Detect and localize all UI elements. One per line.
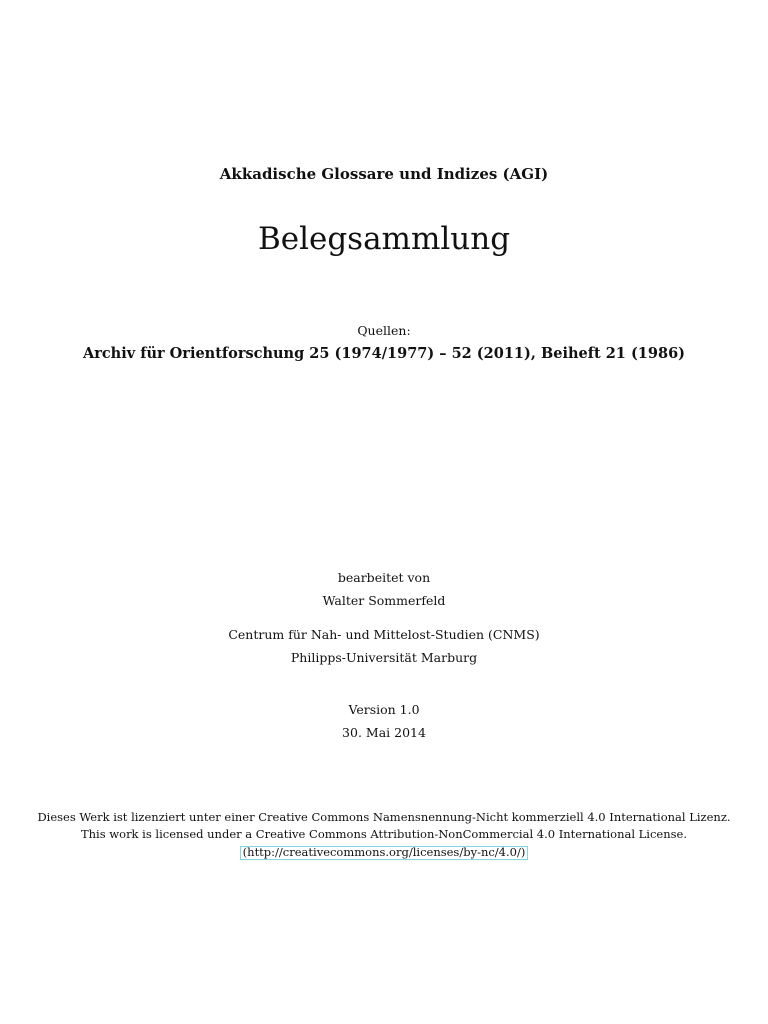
university-name: Philipps-Universität Marburg — [290, 650, 478, 665]
version-label: Version 1.0 — [348, 702, 420, 717]
license-text-german: Dieses Werk ist lizenziert unter einer Creative Commons Namensnennung-Nicht kommerziell 4.0 International Lizenz. — [37, 810, 731, 824]
edited-by-label: bearbeitet von — [337, 570, 431, 585]
series-title: Akkadische Glossare und Indizes (AGI) — [219, 165, 549, 183]
publication-date: 30. Mai 2014 — [342, 725, 426, 740]
license-text-english: This work is licensed under a Creative Commons Attribution-NonCommercial 4.0 International License. — [80, 827, 688, 841]
editor-name: Walter Sommerfeld — [322, 593, 446, 608]
license-url-line — [0, 846, 768, 860]
sources-label: Quellen: — [357, 323, 411, 338]
license-link[interactable]: (http://creativecommons.org/licenses/by-nc/4.0/) — [240, 846, 529, 860]
institution-name: Centrum für Nah- und Mittelost-Studien (CNMS) — [228, 627, 540, 642]
sources-text: Archiv für Orientforschung 25 (1974/1977) – 52 (2011), Beiheft 21 (1986) — [82, 345, 686, 362]
page-title: Belegsammlung — [257, 221, 511, 257]
